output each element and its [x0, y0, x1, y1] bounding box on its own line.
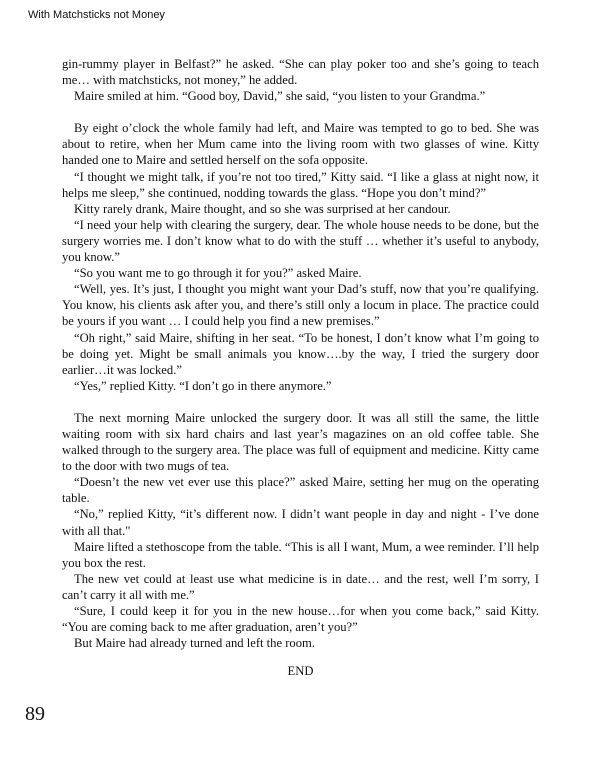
paragraph: “Sure, I could keep it for you in the new house…for when you come back,” said Kitty. “You are coming back to me after graduation, aren’t you?” — [62, 604, 539, 635]
paragraph: Maire smiled at him. “Good boy, David,” she said, “you listen to your Grandma.” — [74, 89, 486, 104]
paragraph: The new vet could at least use what medicine is in date… and the rest, well I’m sorry, I can’t carry it all with me.” — [62, 571, 539, 602]
page-number: 89 — [25, 703, 45, 725]
paragraph: “I need your help with clearing the surgery, dear. The whole house needs to be done, but the surgery worries me. I don’t know what to do with the stuff … whether it’s useful to anybody, you know.” — [62, 217, 539, 265]
paragraph: Maire lifted a stethoscope from the table. “This is all I want, Mum, a wee reminder. I’ll help you box the rest. — [62, 539, 539, 570]
story-text — [62, 56, 539, 679]
paragraph: “Well, yes. It’s just, I thought you might want your Dad’s stuff, now that you’re qualifying. You know, his clients ask after you, and there’s still only a locum in place. The practice could be yours if you want … I could help you find a new premises.” — [62, 282, 539, 329]
running-header: With Matchsticks not Money — [28, 9, 165, 21]
paragraph: “I thought we might talk, if you’re not too tired,” Kitty said. “I like a glass at night now, it helps me sleep,” she continued, nodding towards the glass. “Hope you don’t mind?” — [62, 169, 539, 200]
paragraph: “Yes,” replied Kitty. “I don’t go in there anymore.” — [74, 378, 332, 393]
paragraph: By eight o’clock the whole family had left, and Maire was tempted to go to bed. She was about to retire, when her Mum came into the living room with two glasses of wine. Kitty handed one to Maire and settled herself on the sofa opposite. — [62, 121, 539, 168]
paragraph: “Doesn’t the new vet ever use this place?” asked Maire, setting her mug on the operating table. — [62, 475, 539, 506]
end-marker: END — [287, 664, 314, 679]
paragraph: But Maire had already turned and left the room. — [74, 636, 315, 651]
paragraph: gin-rummy player in Belfast?” he asked. “She can play poker too and she’s going to teach me… with matchsticks, not money,” he added. — [62, 57, 539, 88]
paragraph: The next morning Maire unlocked the surgery door. It was all still the same, the little waiting room with six hard chairs and last year’s magazines on an old coffee table. She walked through to the surgery area. The place was full of equipment and medicine. Kitty came to the door with two mugs of tea. — [62, 410, 539, 474]
paragraph: Kitty rarely drank, Maire thought, and so she was surprised at her candour. — [74, 201, 451, 216]
paragraph: “Oh right,” said Maire, shifting in her seat. “To be honest, I don’t know what I’m going to be doing yet. Might be small animals you know….by the way, I tried the surgery door earlier…it was locked.” — [62, 330, 539, 377]
paragraph: “So you want me to go through it for you?” asked Maire. — [74, 266, 362, 281]
paragraph: “No,” replied Kitty, “it’s different now. I didn’t want people in day and night - I’ve done with all that." — [62, 507, 539, 538]
